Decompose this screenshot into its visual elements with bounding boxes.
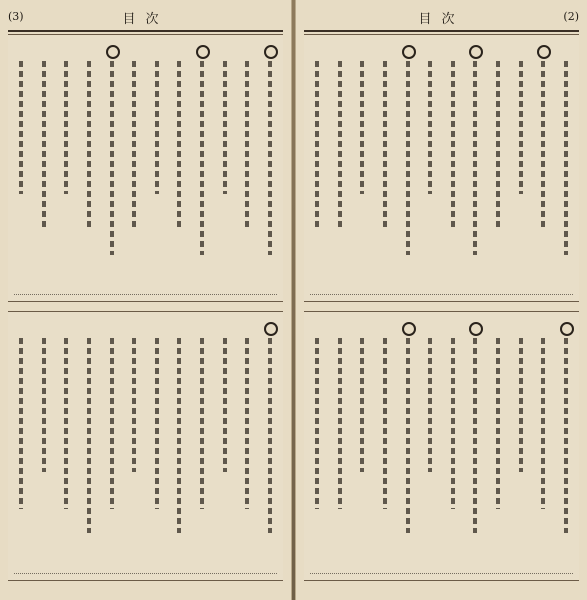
vertical-text-line (19, 338, 23, 509)
circle-marker-icon (537, 45, 551, 59)
vertical-text-line (564, 61, 568, 255)
circle-marker-icon (106, 45, 120, 59)
vertical-line (466, 41, 484, 283)
vertical-line (331, 318, 349, 562)
vertical-line (331, 41, 349, 283)
circle-marker-icon (402, 322, 416, 336)
vertical-text-line (383, 61, 387, 230)
vertical-text-line (132, 61, 136, 230)
vertical-line (170, 318, 188, 562)
vertical-line (534, 318, 552, 562)
vertical-text-line (268, 61, 272, 255)
left-top-columns (12, 41, 279, 283)
vertical-text-line (245, 338, 249, 509)
vertical-text-line (19, 61, 23, 194)
vertical-text-line (42, 61, 46, 230)
left-top-section (8, 34, 283, 302)
vertical-text-line (338, 338, 342, 509)
right-page (295, 0, 587, 600)
vertical-text-line (360, 61, 364, 194)
vertical-text-line (223, 61, 227, 194)
vertical-line (353, 318, 371, 562)
vertical-line (125, 41, 143, 283)
vertical-line (125, 318, 143, 562)
vertical-text-line (245, 61, 249, 230)
dotted-leader-line (14, 572, 277, 574)
vertical-line (512, 318, 530, 562)
vertical-line (35, 318, 53, 562)
circle-marker-icon (402, 45, 416, 59)
circle-marker-icon (469, 322, 483, 336)
vertical-line (444, 41, 462, 283)
left-page-header (8, 8, 283, 32)
vertical-line (261, 41, 279, 283)
vertical-text-line (541, 338, 545, 509)
vertical-line (170, 41, 188, 283)
vertical-line (399, 318, 417, 562)
vertical-line (103, 318, 121, 562)
dotted-leader-line (14, 293, 277, 295)
vertical-text-line (268, 338, 272, 533)
vertical-text-line (406, 61, 410, 255)
vertical-line (466, 318, 484, 562)
vertical-line (216, 41, 234, 283)
vertical-line (35, 41, 53, 283)
vertical-text-line (564, 338, 568, 533)
left-page-number: (3) (8, 10, 24, 23)
vertical-text-line (315, 338, 319, 509)
vertical-line (238, 41, 256, 283)
vertical-line (57, 41, 75, 283)
right-bottom-section (304, 311, 579, 581)
vertical-line (193, 41, 211, 283)
vertical-line (489, 318, 507, 562)
vertical-line (353, 41, 371, 283)
vertical-line (12, 41, 30, 283)
vertical-text-line (110, 338, 114, 509)
vertical-line (148, 318, 166, 562)
circle-marker-icon (469, 45, 483, 59)
vertical-line (80, 41, 98, 283)
vertical-text-line (87, 338, 91, 533)
vertical-line (489, 41, 507, 283)
vertical-text-line (451, 61, 455, 230)
right-bottom-columns (308, 318, 575, 562)
dotted-leader-line (310, 293, 573, 295)
vertical-line (557, 318, 575, 562)
vertical-text-line (428, 338, 432, 472)
circle-marker-icon (264, 45, 278, 59)
vertical-text-line (200, 61, 204, 255)
vertical-text-line (155, 338, 159, 509)
vertical-line (421, 41, 439, 283)
vertical-text-line (200, 338, 204, 509)
vertical-text-line (315, 61, 319, 230)
vertical-text-line (132, 338, 136, 472)
vertical-text-line (110, 61, 114, 255)
vertical-text-line (87, 61, 91, 230)
vertical-text-line (496, 338, 500, 509)
vertical-line (103, 41, 121, 283)
vertical-line (148, 41, 166, 283)
vertical-text-line (406, 338, 410, 533)
left-page (0, 0, 292, 600)
vertical-line (512, 41, 530, 283)
vertical-text-line (338, 61, 342, 230)
vertical-line (376, 318, 394, 562)
vertical-line (376, 41, 394, 283)
vertical-text-line (519, 61, 523, 194)
vertical-line (57, 318, 75, 562)
vertical-line (238, 318, 256, 562)
circle-marker-icon (560, 322, 574, 336)
vertical-line (308, 318, 326, 562)
left-bottom-section (8, 311, 283, 581)
dotted-leader-line (310, 572, 573, 574)
vertical-line (261, 318, 279, 562)
vertical-text-line (64, 338, 68, 509)
vertical-text-line (473, 61, 477, 255)
vertical-text-line (496, 61, 500, 230)
vertical-line (557, 41, 575, 283)
right-top-section (304, 34, 579, 302)
vertical-text-line (519, 338, 523, 472)
left-page-title: 目次 (122, 12, 169, 27)
vertical-line (534, 41, 552, 283)
vertical-line (12, 318, 30, 562)
right-top-columns (308, 41, 575, 283)
vertical-line (399, 41, 417, 283)
right-page-title: 目次 (418, 12, 465, 27)
vertical-text-line (155, 61, 159, 194)
vertical-line (216, 318, 234, 562)
vertical-text-line (451, 338, 455, 509)
vertical-line (193, 318, 211, 562)
vertical-text-line (473, 338, 477, 533)
vertical-text-line (64, 61, 68, 194)
vertical-line (444, 318, 462, 562)
left-bottom-columns (12, 318, 279, 562)
vertical-text-line (177, 338, 181, 533)
vertical-text-line (223, 338, 227, 472)
vertical-text-line (428, 61, 432, 194)
right-page-header (304, 8, 579, 32)
vertical-text-line (360, 338, 364, 472)
vertical-text-line (42, 338, 46, 472)
vertical-line (421, 318, 439, 562)
right-page-number: (2) (563, 10, 579, 23)
vertical-text-line (541, 61, 545, 230)
vertical-text-line (177, 61, 181, 230)
vertical-text-line (383, 338, 387, 509)
vertical-line (308, 41, 326, 283)
circle-marker-icon (196, 45, 210, 59)
vertical-line (80, 318, 98, 562)
circle-marker-icon (264, 322, 278, 336)
